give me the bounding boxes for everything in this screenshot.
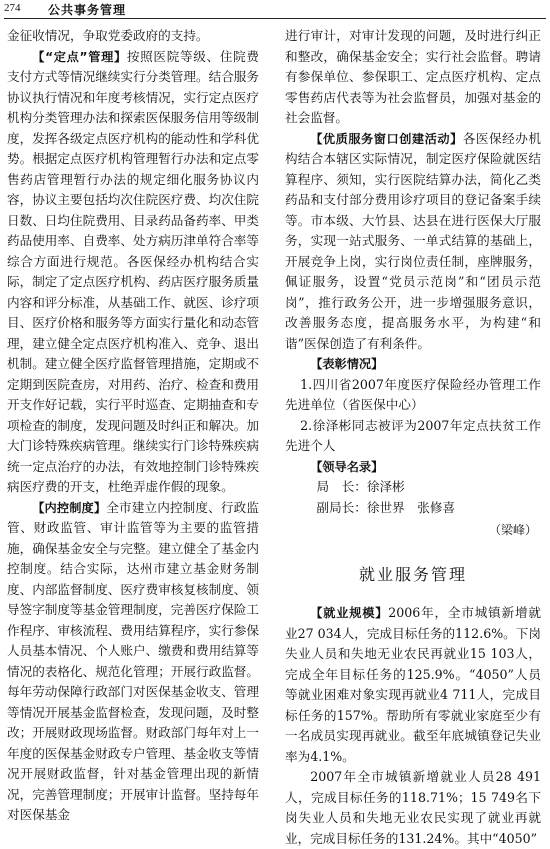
paragraph [7,498,259,826]
paragraph [285,457,541,478]
leader-title: 副局长： [316,499,367,515]
header-rule [4,18,546,19]
leader-title: 局 长： [316,479,367,494]
page-header [0,0,550,22]
leader-row [317,498,542,519]
leader-names: 徐泽彬 [366,479,405,494]
paragraph: 金征收情况，争取党委政府的支持。 [7,28,209,43]
paragraph [285,354,541,375]
leader-row [317,477,542,498]
paragraph [285,603,541,767]
author-signature: （梁峰） [488,523,537,537]
paragraph: 进行审计，对审计发现的问题，及时进行纠正和整改，确保基金安全；实行社会监督。聘请有参保单位、参保职工、定点医疗机构、定点零售药店代表等为社会监督员，加强对基金的社会监督。 [285,28,541,125]
section-tag: 【就业规模】 [310,606,389,620]
leader-names: 徐世界 张修喜 [366,499,456,515]
honors-list [285,375,541,457]
section-tag: 【优质服务窗口创建活动】 [310,131,463,146]
left-column [7,26,259,826]
paragraph-text: 全市建立内控制度、行政监管、财政监管、审计监管等为主要的监管措施，确保基金安全与完整。建立健全了基金内控制度。结合实际，达州市建立基金财务制度、内部监督制度、医疗费审核复核制度、领导签字制度等基金管理制度，完善医疗保险工作程序、审核流程、费用结算程序，实行参保人员基本情况、个人账户、缴费和费用结算等情况的表格化、规范化管理；开展行政监督。每年劳动保障行政部门对医保基金收支、管理等情况开展基金监督检查，发现问题，及时整改；开展财政现场监督。财政部门每年对上一年度的医保基金财政专户管理、基金收支等情况开展财政监督，针对基金管理出现的新情况，完善管理制度；开展审计监督。坚持每年对医保基金 [7,499,260,822]
paragraph-text: 各医保经办机构结合本辖区实际情况，制定医疗保险就医结算程序、须知，实行医院结算办法，简化乙类药品和支付部分费用诊疗项目的登记备案手续等。市本级、大竹县、达县在进行医保大厅服务，实现一站式服务、一单式结算的基础上，开展竞争上岗，实行岗位责任制，座牌服务，佩证服务，设置“党员示范岗”和“团员示范岗”，推行政务公开，进一步增强服务意识，改善服务态度，提高服务水平，为构建“和谐”医保创造了有利条件。 [285,130,542,351]
section-title: 就业服务管理 [358,564,467,584]
leaders-list [285,477,541,518]
paragraph-text: 2006年，全市城镇新增就业27 034人，完成目标任务的112.6%。下岗失业人员和失地无业农民再就业15 103人，完成全年目标任务的125.9%。“4050”人员等就业困难对象实现再就业4 711人，完成目标任务的157%。帮助所有零就业家庭至少有一名成员实现再就业。截至年底城镇登记失业率为4.1%。 [285,605,541,764]
section-tag: 【领导名录】 [310,459,384,474]
list-item: 2.徐泽彬同志被评为2007年定点扶贫工作先进个人 [285,417,541,453]
paragraph [7,47,259,498]
section-tag: 【表彰情况】 [310,357,384,371]
page-number: 274 [4,2,21,14]
paragraph [285,129,541,355]
section-tag: 【“定点”管理】 [32,49,127,64]
right-column [285,26,541,849]
paragraph-text: 按照医院等级、住院费支付方式等情况继续实行分类管理。结合服务协议执行情况和年度考核情况，实行定点医疗机构分类管理办法和探索医保服务信用等级制度，发挥各级定点医疗机构的能动性和学科优势。根据定点医疗机构管理暂行办法和定点零售药店管理暂行办法的规定细化服务协议内容，协议主要包括均次住院医疗费、均次住院日数、日均住院费用、目录药品备药率、甲类药品使用率、自费率、处方病历津单符合率等综合方面进行规范。各医保经办机构结合实际，制定了定点医疗机构、药店医疗服务质量内容和评分标准，从基础工作、就医、诊疗项目、医疗价格和服务等方面实行量化和动态管理，建立健全定点医疗机构准入、竞争、退出机制。建立健全医疗监督管理措施，定期或不定期到医院查房，对用药、治疗、检查和费用开支作好记载，实行平时巡查、定期抽查和专项检查的制度，发现问题及时纠正和解决。加大门诊特殊疾病管理。继续实行门诊特殊疾病统一定点治疗的办法，有效地控制门诊特殊疾病医疗费的开支，杜绝弄虚作假的现象。 [7,48,260,494]
list-item: 1.四川省2007年度医疗保险经办管理工作先进单位（省医保中心） [285,376,541,412]
section-tag: 【内控制度】 [32,500,107,515]
running-title: 公共事务管理 [48,3,127,17]
paragraph: 2007年全市城镇新增就业人员28 491人，完成目标任务的118.71%；15 749名下岗失业人员和失地无业农民实现了就业再就业，完成目标任务的131.24%。其中“4050” [285,769,541,846]
